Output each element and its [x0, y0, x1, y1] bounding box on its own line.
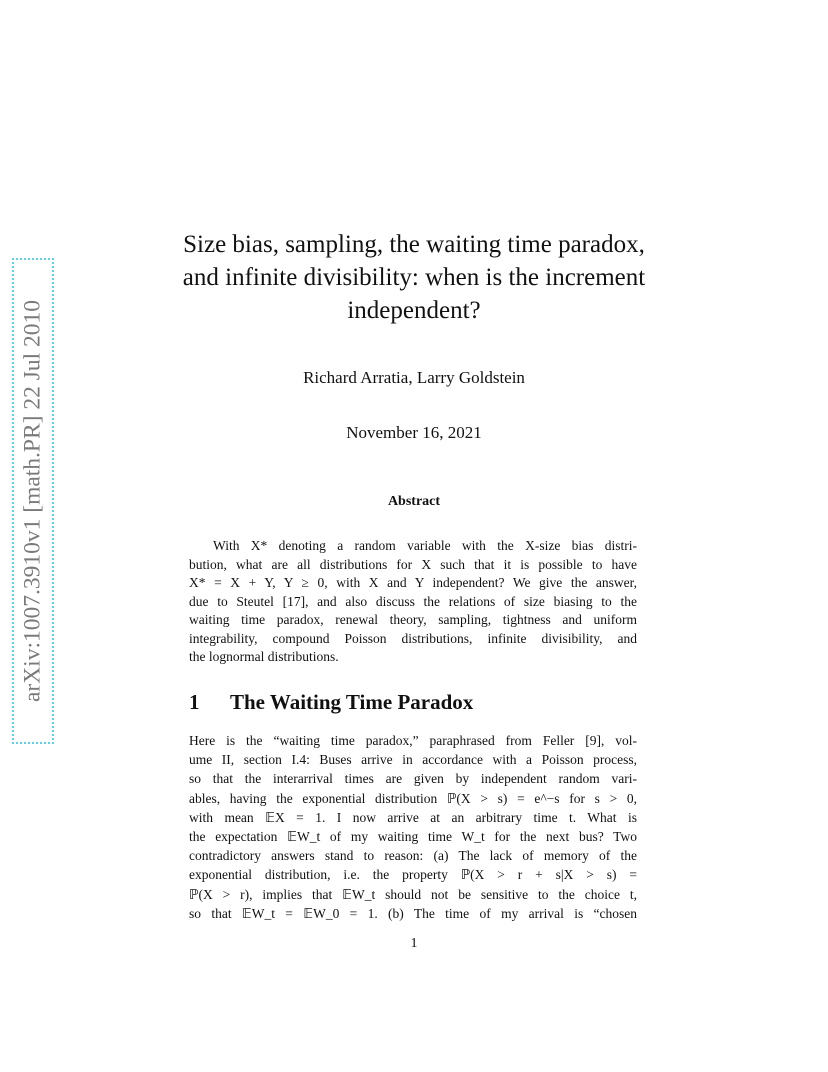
abstract-line: X* = X + Y, Y ≥ 0, with X and Y independent? We give the answer, [189, 575, 637, 590]
body-line: Here is the “waiting time paradox,” paraphrased from Feller [9], vol- [189, 733, 637, 748]
abstract-line: the lognormal distributions. [189, 649, 339, 664]
body-line: ℙ(X > r), implies that 𝔼W_t should not be sensitive to the choice t, [189, 886, 637, 902]
page-number: 1 [410, 936, 418, 951]
body-line: so that 𝔼W_t = 𝔼W_0 = 1. (b) The time of my arrival is “chosen [189, 905, 637, 921]
body-line: contradictory answers stand to reason: (a) The lack of memory of the [189, 848, 637, 864]
section-body [189, 731, 637, 923]
abstract-line: integrability, compound Poisson distributions, infinite divisibility, and [189, 630, 637, 646]
title-line: and infinite divisibility: when is the increment [182, 264, 646, 291]
title-line: Size bias, sampling, the waiting time paradox, [183, 231, 645, 258]
body-line: exponential distribution, i.e. the property ℙ(X > r + s|X > s) = [189, 867, 637, 883]
body-line: ume II, section I.4: Buses arrive in accordance with a Poisson process, [189, 752, 637, 768]
section-heading [189, 690, 473, 715]
title-line: independent? [347, 297, 481, 324]
paper-title [130, 228, 698, 327]
body-line: so that the interarrival times are given by independent random vari- [189, 771, 637, 787]
abstract-line: waiting time paradox, renewal theory, sampling, tightness and uniform [189, 612, 637, 627]
abstract-line: bution, what are all distributions for X such that it is possible to have [189, 556, 637, 572]
abstract-line: due to Steutel [17], and also discuss the relations of size biasing to the [189, 593, 637, 609]
abstract-body [189, 537, 637, 667]
body-line: the expectation 𝔼W_t of my waiting time W_t for the next bus? Two [189, 828, 637, 844]
authors: Richard Arratia, Larry Goldstein [303, 368, 525, 387]
body-line: ables, having the exponential distribution ℙ(X > s) = e^−s for s > 0, [189, 790, 637, 806]
section-title: The Waiting Time Paradox [230, 690, 474, 714]
date: November 16, 2021 [346, 423, 482, 442]
abstract-heading: Abstract [387, 494, 441, 509]
arxiv-identifier: arXiv:1007.3910v1 [math.PR] 22 Jul 2010 [19, 299, 46, 703]
body-line: with mean 𝔼X = 1. I now arrive at an arbitrary time t. What is [189, 809, 637, 825]
abstract-line: With X* denoting a random variable with the X-size bias distri- [213, 538, 637, 553]
section-number: 1 [189, 690, 200, 714]
